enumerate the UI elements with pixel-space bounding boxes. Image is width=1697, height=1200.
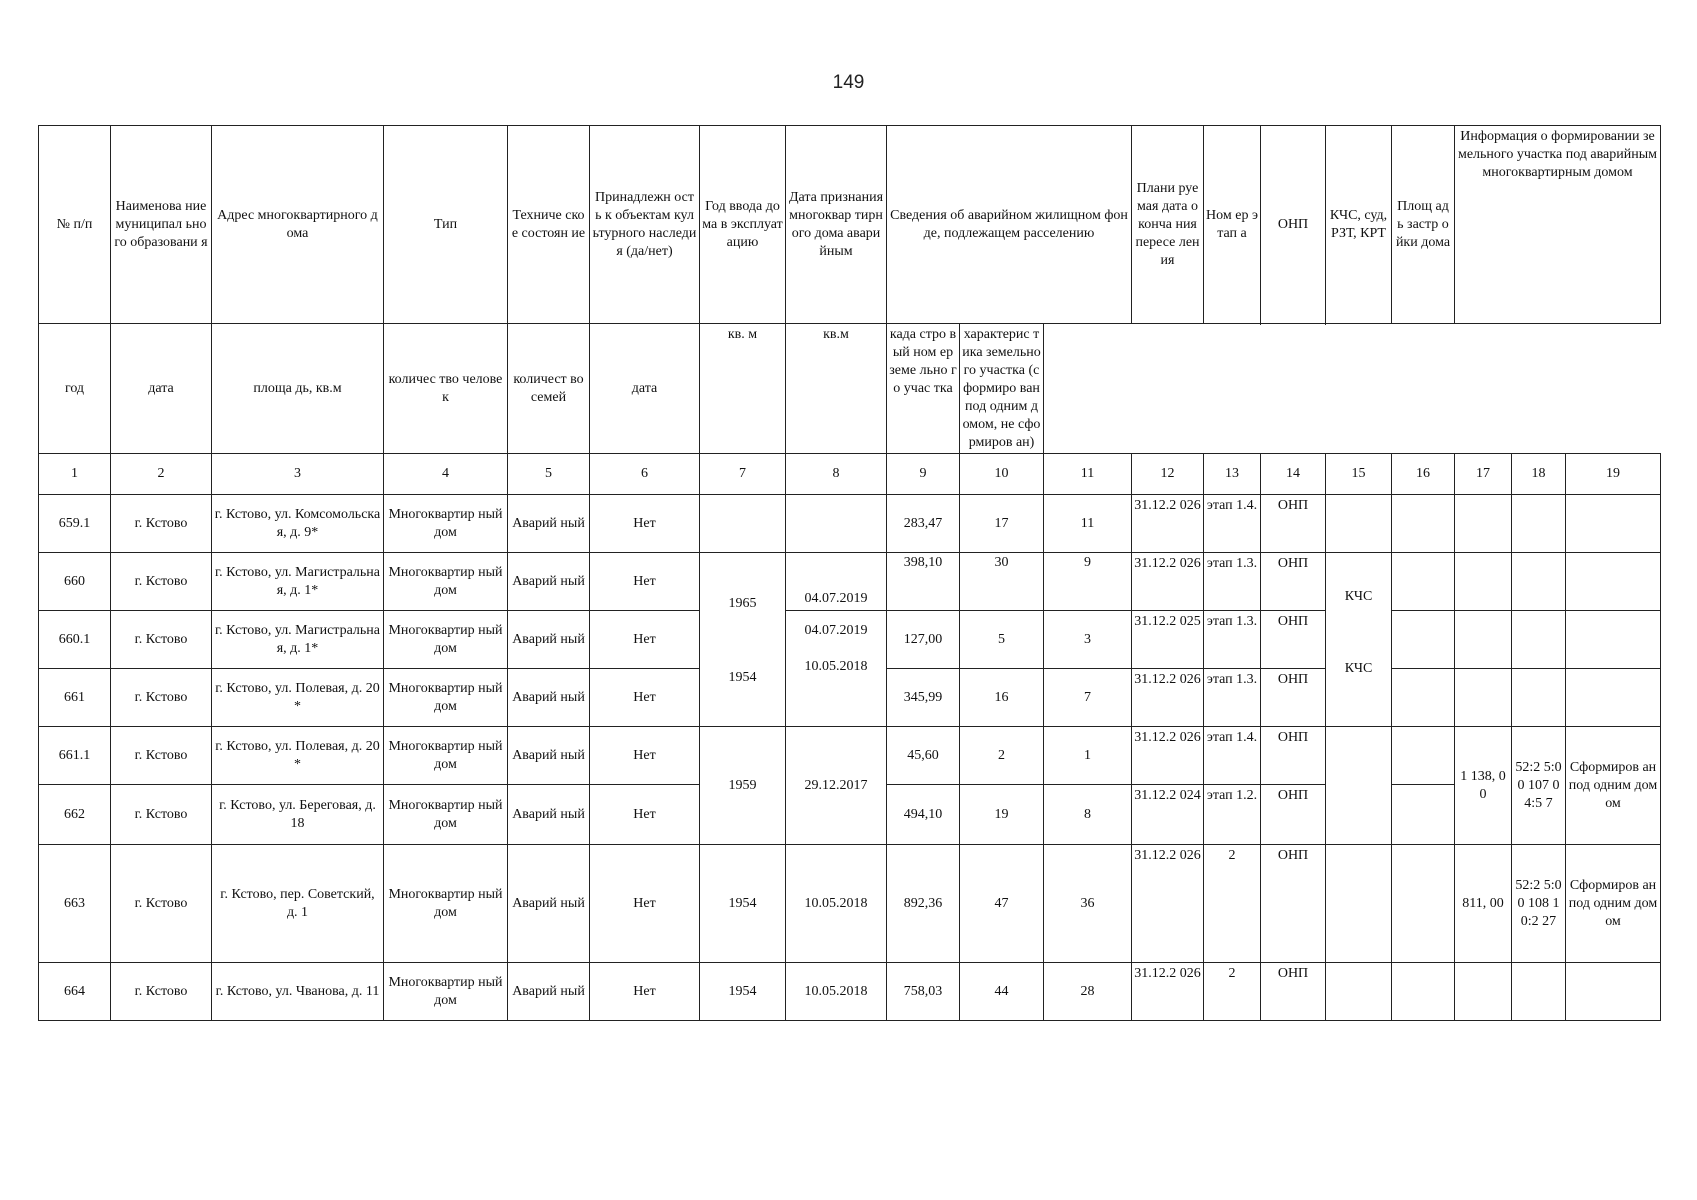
address: г. Кстово, пер. Советский, д. 1 [212,845,384,963]
cultural-heritage: Нет [590,727,700,785]
stage-number: этап 1.2. [1204,785,1261,845]
column-number: 14 [1261,454,1326,495]
cultural-heritage: Нет [590,495,700,553]
column-number: 8 [786,454,887,495]
onp-flag: ОНП [1261,553,1326,611]
row-number: 661 [39,669,111,727]
living-area: 45,60 [887,727,960,785]
living-area: 283,47 [887,495,960,553]
row-number: 664 [39,963,111,1021]
tech-state: Аварий ный [508,845,590,963]
table-row [39,845,1661,963]
header-recognition-date: Дата признания многоквар тирного дома аварийным [786,126,887,324]
subheader-families: количест во семей [508,324,590,454]
tech-state: Аварий ный [508,727,590,785]
kchs-group [1326,553,1392,727]
kchs-cell: КЧС [1344,589,1373,604]
plot-area [1455,669,1512,727]
people-count: 17 [960,495,1044,553]
plot-characteristic: Сформиров ан под одним домом [1566,727,1661,845]
tech-state: Аварий ный [508,553,590,611]
family-count: 36 [1044,845,1132,963]
stage-number: этап 1.4. [1204,727,1261,785]
row-number: 663 [39,845,111,963]
plot-area [1455,495,1512,553]
cadastral-number: 52:2 5:00 107 04:5 7 [1512,727,1566,845]
column-number: 19 [1566,454,1661,495]
municipality: г. Кстово [111,845,212,963]
kchs-cell [1326,495,1392,553]
header-type: Тип [384,126,508,324]
onp-flag: ОНП [1261,495,1326,553]
tech-state: Аварий ный [508,669,590,727]
onp-flag: ОНП [1261,845,1326,963]
page-number: 149 [832,72,865,93]
tech-state: Аварий ный [508,495,590,553]
onp-flag: ОНП [1261,611,1326,669]
cadastral-number [1512,611,1566,669]
plot-area: 1 138, 00 [1455,727,1512,845]
family-count: 1 [1044,727,1132,785]
municipality: г. Кстово [111,495,212,553]
building-area [1392,495,1455,553]
table-row [39,553,1661,611]
column-number: 16 [1392,454,1455,495]
subheader-year: год [39,324,111,454]
commission-year: 1965 [728,596,757,611]
commission-year: 1954 [728,670,757,685]
kchs-cell: КЧС [1344,661,1373,676]
people-count: 19 [960,785,1044,845]
family-count: 7 [1044,669,1132,727]
living-area: 494,10 [887,785,960,845]
plot-area [1455,611,1512,669]
plot-area: 811, 00 [1455,845,1512,963]
family-count: 9 [1044,553,1132,611]
header-stage-number: Ном ер этап а [1204,126,1261,324]
cadastral-number [1512,495,1566,553]
family-count: 28 [1044,963,1132,1021]
people-count: 44 [960,963,1044,1021]
family-count: 8 [1044,785,1132,845]
subheader-area: площа дь, кв.м [212,324,384,454]
building-type: Многоквартир ный дом [384,553,508,611]
plot-characteristic [1566,553,1661,611]
municipality: г. Кстово [111,611,212,669]
family-count: 11 [1044,495,1132,553]
commission-year [700,495,786,553]
planned-end-date: 31.12.2 026 [1132,845,1204,963]
kchs-cell [1326,963,1392,1021]
plot-area [1455,553,1512,611]
tech-state: Аварий ный [508,785,590,845]
plot-characteristic [1566,669,1661,727]
header-building-area: Площ адь застр ойки дома [1392,126,1455,324]
column-number: 1 [39,454,111,495]
column-number: 18 [1512,454,1566,495]
address: г. Кстово, ул. Полевая, д. 20* [212,669,384,727]
recognition-date: 10.05.2018 [804,659,868,674]
building-area [1392,553,1455,611]
header-plot-characteristic: характерис тика земельного участка (сформиро ван под одним домом, не сформиров ан) [960,324,1044,454]
municipality: г. Кстово [111,727,212,785]
plot-characteristic: Сформиров ан под одним домом [1566,845,1661,963]
building-type: Многоквартир ный дом [384,495,508,553]
address: г. Кстово, ул. Магистральная, д. 1* [212,553,384,611]
planned-end-date: 31.12.2 026 [1132,495,1204,553]
planned-end-date: 31.12.2 026 [1132,963,1204,1021]
stage-number: 2 [1204,845,1261,963]
row-number: 662 [39,785,111,845]
onp-flag: ОНП [1261,785,1326,845]
planned-end-date: 31.12.2 026 [1132,727,1204,785]
building-type: Многоквартир ный дом [384,785,508,845]
table-row [39,495,1661,553]
address: г. Кстово, ул. Комсомольская, д. 9* [212,495,384,553]
cultural-heritage: Нет [590,553,700,611]
planned-end-date: 31.12.2 025 [1132,611,1204,669]
emergency-housing-table [38,125,1661,1021]
header-tech-state: Техниче ское состоян ие [508,126,590,324]
cultural-heritage: Нет [590,963,700,1021]
living-area: 345,99 [887,669,960,727]
municipality: г. Кстово [111,669,212,727]
row-number: 661.1 [39,727,111,785]
building-area [1392,785,1455,845]
cultural-heritage: Нет [590,845,700,963]
cultural-heritage: Нет [590,669,700,727]
column-number: 15 [1326,454,1392,495]
header-row-number: № п/п [39,126,111,324]
onp-flag: ОНП [1261,669,1326,727]
planned-end-date: 31.12.2 026 [1132,553,1204,611]
stage-number: 2 [1204,963,1261,1021]
column-number: 4 [384,454,508,495]
commission-year: 1959 [700,727,786,845]
cadastral-number [1512,963,1566,1021]
onp-flag: ОНП [1261,963,1326,1021]
column-number-row [39,454,1661,495]
table-row [39,727,1661,785]
building-area [1392,963,1455,1021]
header-municipality: Наименова ние муниципал ьного образовани я [111,126,212,324]
recognition-date [786,495,887,553]
subheader-row [39,324,1661,454]
cadastral-number [1512,669,1566,727]
address: г. Кстово, ул. Магистральная, д. 1* [212,611,384,669]
municipality: г. Кстово [111,785,212,845]
column-number: 10 [960,454,1044,495]
header-kchs: КЧС, суд, РЗТ, КРТ [1326,126,1392,324]
header-address: Адрес многоквартирного дома [212,126,384,324]
column-number: 13 [1204,454,1261,495]
recognition-date: 04.07.2019 [804,623,868,638]
municipality: г. Кстово [111,963,212,1021]
recognition-date: 04.07.2019 [786,553,887,611]
people-count: 5 [960,611,1044,669]
column-number: 2 [111,454,212,495]
cadastral-number [1512,553,1566,611]
people-count: 16 [960,669,1044,727]
plot-characteristic [1566,611,1661,669]
recognition-date: 10.05.2018 [786,963,887,1021]
column-number: 9 [887,454,960,495]
address: г. Кстово, ул. Полевая, д. 20* [212,727,384,785]
header-onp: ОНП [1261,126,1326,324]
subheader-end-date: дата [590,324,700,454]
column-number: 17 [1455,454,1512,495]
stage-number: этап 1.3. [1204,669,1261,727]
header-planned-end-date: Плани руемая дата оконча ния пересе ления [1132,126,1204,324]
table-row [39,611,1661,669]
table-row [39,963,1661,1021]
tech-state: Аварий ный [508,611,590,669]
people-count: 47 [960,845,1044,963]
row-number: 660 [39,553,111,611]
plot-characteristic [1566,963,1661,1021]
header-cadastral-number: када стро вый ном ер земе льно го учас тка [887,324,960,454]
tech-state: Аварий ный [508,963,590,1021]
column-number: 5 [508,454,590,495]
column-number: 12 [1132,454,1204,495]
building-area [1392,611,1455,669]
recognition-date-group [786,611,887,727]
plot-area [1455,963,1512,1021]
kchs-cell [1326,845,1392,963]
subheader-building-area-unit: кв. м [700,324,786,454]
people-count: 2 [960,727,1044,785]
building-type: Многоквартир ный дом [384,669,508,727]
people-count: 30 [960,553,1044,611]
row-number: 660.1 [39,611,111,669]
cultural-heritage: Нет [590,611,700,669]
stage-number: этап 1.3. [1204,611,1261,669]
building-type: Многоквартир ный дом [384,611,508,669]
onp-flag: ОНП [1261,727,1326,785]
building-area [1392,845,1455,963]
column-number: 11 [1044,454,1132,495]
address: г. Кстово, ул. Береговая, д. 18 [212,785,384,845]
commission-year-group [700,553,786,727]
living-area: 758,03 [887,963,960,1021]
stage-number: этап 1.3. [1204,553,1261,611]
row-number: 659.1 [39,495,111,553]
municipality: г. Кстово [111,553,212,611]
building-type: Многоквартир ный дом [384,845,508,963]
building-area [1392,669,1455,727]
building-type: Многоквартир ный дом [384,963,508,1021]
subheader-date: дата [111,324,212,454]
recognition-date: 10.05.2018 [786,845,887,963]
commission-year: 1954 [700,845,786,963]
header-cultural-heritage: Принадлежн ость к объектам культурного наследия (да/нет) [590,126,700,324]
plot-characteristic [1566,495,1661,553]
stage-number: этап 1.4. [1204,495,1261,553]
cadastral-number: 52:2 5:00 108 10:2 27 [1512,845,1566,963]
column-number: 6 [590,454,700,495]
recognition-date: 29.12.2017 [786,727,887,845]
header-row [39,126,1661,324]
planned-end-date: 31.12.2 024 [1132,785,1204,845]
building-type: Многоквартир ный дом [384,727,508,785]
address: г. Кстово, ул. Чванова, д. 11 [212,963,384,1021]
planned-end-date: 31.12.2 026 [1132,669,1204,727]
column-number: 3 [212,454,384,495]
building-area [1392,727,1455,785]
header-resettlement-info: Сведения об аварийном жилищном фонде, подлежащем расселению [887,126,1132,324]
cultural-heritage: Нет [590,785,700,845]
column-number: 7 [700,454,786,495]
kchs-cell [1326,727,1392,845]
commission-year: 1954 [700,963,786,1021]
family-count: 3 [1044,611,1132,669]
header-land-plot-info: Информация о формировании земельного участка под аварийным многоквартирным домом [1455,126,1661,324]
subheader-plot-area-unit: кв.м [786,324,887,454]
header-commission-year: Год ввода дома в эксплуат ацию [700,126,786,324]
subheader-people: количес тво человек [384,324,508,454]
living-area: 398,10 [887,553,960,611]
living-area: 127,00 [887,611,960,669]
living-area: 892,36 [887,845,960,963]
